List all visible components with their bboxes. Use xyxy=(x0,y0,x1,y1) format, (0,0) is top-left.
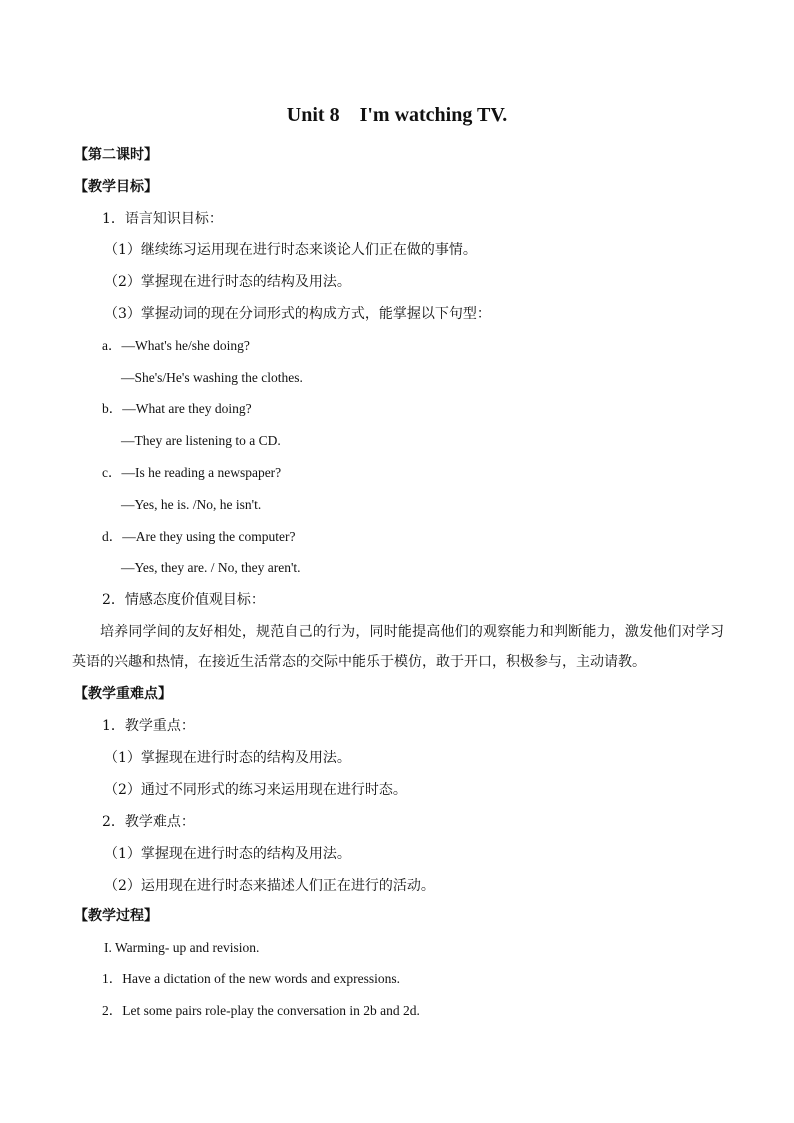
sentence-b-answer: —They are listening to a CD. xyxy=(121,433,281,448)
sentence-c-question: c．—Is he reading a newspaper? xyxy=(102,465,282,480)
section-process-heading: 【教学过程】 xyxy=(74,908,158,924)
sentence-a-answer: —She's/He's washing the clothes. xyxy=(121,370,303,385)
section-key-heading: 【教学重难点】 xyxy=(74,686,172,702)
sentence-c-answer: —Yes, he is. /No, he isn't. xyxy=(121,497,262,512)
section-goals-heading: 【教学目标】 xyxy=(74,179,158,195)
sentence-a-question: a．—What's he/she doing? xyxy=(102,338,250,353)
goal-language: 1．语言知识目标： xyxy=(102,211,223,227)
sentence-d-answer: —Yes, they are. / No, they aren't. xyxy=(121,560,301,575)
key-point-1: （1）掌握现在进行时态的结构及用法。 xyxy=(104,750,351,766)
goal-language-3: （3）掌握动词的现在分词形式的构成方式，能掌握以下句型： xyxy=(104,306,491,322)
sentence-d-question: d．—Are they using the computer? xyxy=(102,529,296,544)
process-step-1: 1．Have a dictation of the new words and expressions. xyxy=(102,971,401,986)
goal-attitude-paragraph: 培养同学间的友好相处，规范自己的行为，同时能提高他们的观察能力和判断能力，激发他们对学习英语的兴趣和热情，在接近生活常态的交际中能乐于模仿，敢于开口，积极参与，主动请教。 xyxy=(72,624,724,670)
process-step-2: 2．Let some pairs role-play the conversation in 2b and 2d. xyxy=(102,1003,420,1018)
goal-language-2: （2）掌握现在进行时态的结构及用法。 xyxy=(104,274,351,290)
section-lesson-heading: 【第二课时】 xyxy=(74,147,158,163)
difficult-point-2: （2）运用现在进行时态来描述人们正在进行的活动。 xyxy=(104,878,435,894)
process-warmup: I. Warming- up and revision. xyxy=(104,940,260,955)
key-point: 1．教学重点： xyxy=(102,718,195,734)
difficult-point: 2．教学难点： xyxy=(102,814,195,830)
key-point-2: （2）通过不同形式的练习来运用现在进行时态。 xyxy=(104,782,407,798)
page-title: Unit 8 I'm watching TV. xyxy=(286,104,508,126)
sentence-b-question: b．—What are they doing? xyxy=(102,401,252,416)
goal-language-1: （1）继续练习运用现在进行时态来谈论人们正在做的事情。 xyxy=(104,242,477,258)
difficult-point-1: （1）掌握现在进行时态的结构及用法。 xyxy=(104,846,351,862)
goal-attitude: 2．情感态度价值观目标： xyxy=(102,592,265,608)
